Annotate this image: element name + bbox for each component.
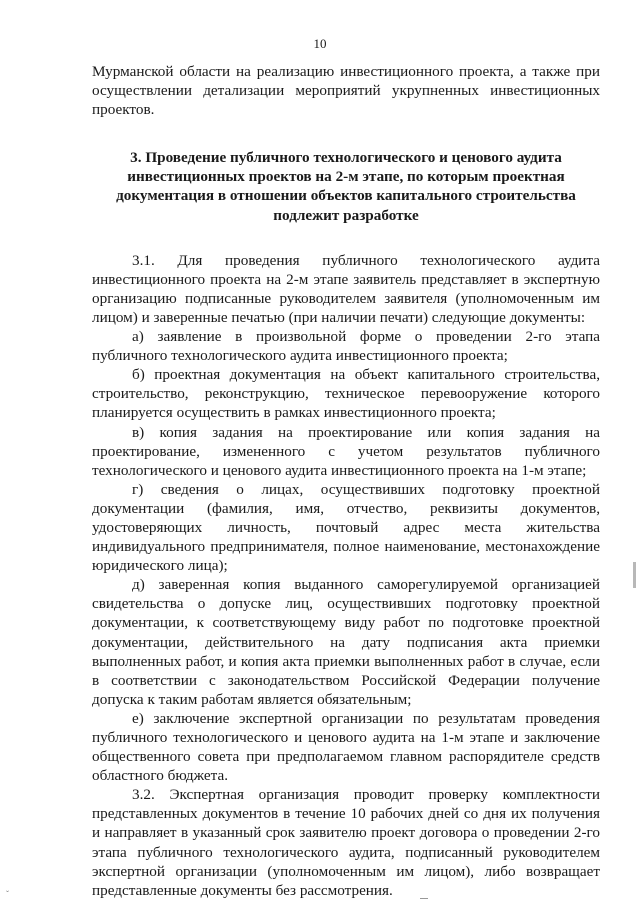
scan-bottom-mark (420, 898, 428, 899)
item-e: е) заключение экспертной организации по результатам проведения публичного технологического и ценового аудита на 1-м этапе и заключение общественного совета при предполагаемом главном распорядителе средств областного бюджета. (92, 709, 600, 785)
paragraph-3-2: 3.2. Экспертная организация проводит проверку комплектности представленных документов в течение 10 рабочих дней со дня их получения и направляет в указанный срок заявителю проект договора о проведении 2-го этапа публичного технологического аудита, подписанный руководителем экспертной организации (уполномоченным им лицом), либо возвращает представленные документы без рассмотрения. (92, 786, 600, 899)
section-heading: 3. Проведение публичного технологического и ценового аудита инвестиционных проектов на 2-м этапе, по которым проектная документация в отношении объектов капитального строительства подлежит разработке (116, 149, 576, 224)
item-v: в) копия задания на проектирование или копия задания на проектирование, измененного с учетом результатов публичного технологического и ценового аудита инвестиционного проекта на 1-м этапе; (92, 423, 600, 479)
item-b: б) проектная документация на объект капитального строительства, строительство, реконструкцию, техническое перевооружение которого планируется осуществить в рамках инвестиционного проекта; (92, 366, 600, 422)
intro-paragraph: Мурманской области на реализацию инвестиционного проекта, а также при осуществлении детализации мероприятий укрупненных инвестиционных проектов. (92, 63, 600, 119)
item-a: а) заявление в произвольной форме о проведении 2-го этапа публичного технологического аудита инвестиционного проекта; (92, 328, 600, 365)
document-body (92, 62, 600, 900)
paragraph-3-1: 3.1. Для проведения публичного технологического аудита инвестиционного проекта на 2-м этапе заявитель представляет в экспертную организацию подписанные руководителем заявителя (уполномоченным им лицом) и заверенные печатью (при наличии печати) следующие документы: (92, 251, 600, 326)
scan-corner-mark: ˇ (6, 889, 9, 899)
item-d: д) заверенная копия выданного саморегулируемой организацией свидетельства о допуске лиц, осуществивших подготовку проектной документации, к соответствующему виду работ по подготовке проектной документации, действительного на дату подписания акта приемки выполненных работ, и копия акта приемки выполненных работ в случае, если в соответствии с законодательством Российской Федерации получение допуска к таким работам является обязательным; (92, 576, 600, 708)
item-g: г) сведения о лицах, осуществивших подготовку проектной документации (фамилия, имя, отчество, реквизиты документов, удостоверяющих личность, почтовый адрес места жительства индивидуального предпринимателя, полное наименование, местонахождение юридического лица); (92, 480, 600, 575)
scan-edge-mark (633, 562, 636, 588)
page-number: 10 (313, 36, 327, 51)
